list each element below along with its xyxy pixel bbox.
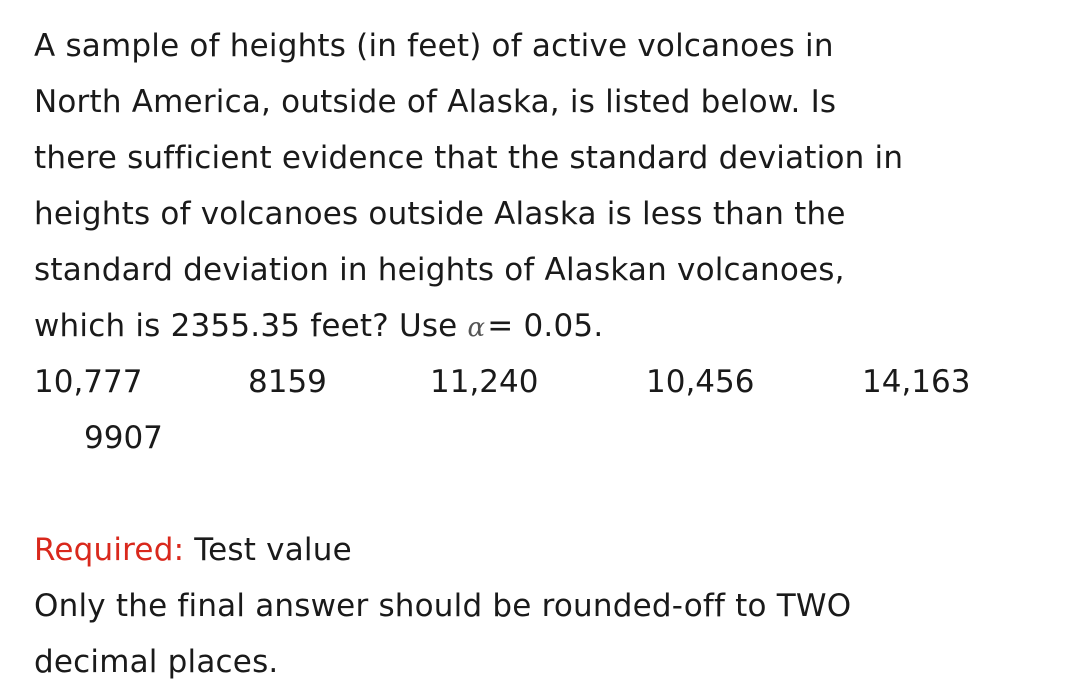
data-value: 14,163 — [862, 364, 971, 400]
data-value: 9907 — [84, 420, 163, 456]
data-values-row-1 — [34, 354, 1044, 410]
problem-content — [34, 18, 1044, 690]
question-line-2: North America, outside of Alaska, is listed below. Is — [34, 84, 837, 120]
data-value: 11,240 — [430, 364, 539, 400]
instruction-line-1: Only the final answer should be rounded-off to TWO — [34, 588, 852, 624]
data-value: 10,777 — [34, 364, 143, 400]
question-line-4: heights of volcanoes outside Alaska is less than the — [34, 196, 846, 232]
question-line-1: A sample of heights (in feet) of active volcanoes in — [34, 28, 834, 64]
data-value: 8159 — [248, 364, 327, 400]
requirement-line — [34, 522, 1044, 578]
question-line-3: there sufficient evidence that the standard deviation in — [34, 140, 904, 176]
question-line-6 — [34, 298, 1044, 354]
data-value: 10,456 — [646, 364, 755, 400]
required-label: Required: — [34, 532, 185, 568]
instruction-line-2: decimal places. — [34, 644, 279, 680]
required-text: Test value — [184, 532, 352, 568]
data-values-row-2 — [34, 410, 1044, 466]
alpha-symbol: α — [467, 313, 486, 343]
question-line-5: standard deviation in heights of Alaskan volcanoes, — [34, 252, 845, 288]
question-line-6-suffix: = 0.05. — [487, 308, 604, 344]
section-spacer — [34, 466, 1044, 522]
question-line-6-prefix: which is 2355.35 feet? Use — [34, 308, 468, 344]
